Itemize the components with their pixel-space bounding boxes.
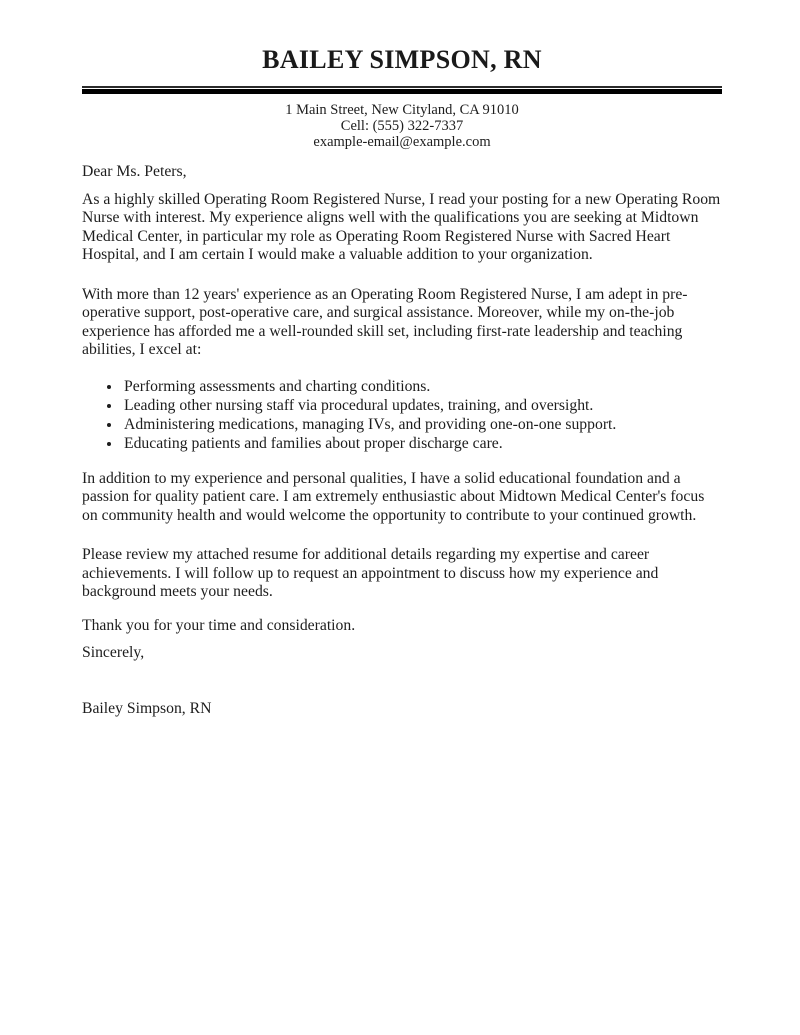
salutation: Dear Ms. Peters, — [82, 163, 187, 180]
closing-line: Sincerely, — [82, 644, 145, 661]
paragraph-intro: As a highly skilled Operating Room Registered Nurse, I read your posting for a new Operating Room Nurse with interest. My experience aligns well with the qualifications you are seeking at Midtown Medical Center, in particular my role as Operating Room Registered Nurse with Sacred Heart Hospital, and I am certain I would make a valuable addition to your organization. — [82, 190, 721, 263]
paragraph-education: In addition to my experience and personal qualities, I have a solid educational foundation and a passion for quality patient care. I am extremely enthusiastic about Midtown Medical Center's focus on community health and would welcome the opportunity to contribute to your continued growth. — [82, 469, 705, 524]
contact-phone: Cell: (555) 322-7337 — [340, 118, 464, 134]
letterhead-name: BAILEY SIMPSON, RN — [262, 45, 542, 74]
skills-bullet-list — [82, 377, 722, 453]
signature-name: Bailey Simpson, RN — [82, 699, 212, 717]
contact-email: example-email@example.com — [313, 134, 491, 150]
contact-address: 1 Main Street, New Cityland, CA 91010 — [285, 102, 519, 118]
bullet-item: • Leading other nursing staff via procedural updates, training, and oversight. — [122, 396, 722, 415]
letter-body — [82, 163, 722, 718]
bullet-item: • Performing assessments and charting conditions. — [122, 377, 722, 396]
thank-you-line: Thank you for your time and consideration. — [82, 616, 356, 634]
header-rule-thick-line — [82, 89, 722, 94]
paragraph-follow-up: Please review my attached resume for additional details regarding my expertise and career achievements. I will follow up to request an appointment to discuss how my experience and background meets your needs. — [82, 546, 659, 600]
bullet-item: • Educating patients and families about proper discharge care. — [122, 434, 722, 453]
header-rule — [82, 86, 722, 94]
bullet-item: • Administering medications, managing IVs, and providing one-on-one support. — [122, 415, 722, 434]
contact-block — [82, 102, 722, 150]
paragraph-experience: With more than 12 years' experience as an Operating Room Registered Nurse, I am adept in pre-operative support, post-operative care, and surgical assistance. Moreover, while my on-the-job experience has afforded me a well-rounded skill set, including first-rate leadership and teaching abilities, I excel at: — [82, 285, 688, 358]
